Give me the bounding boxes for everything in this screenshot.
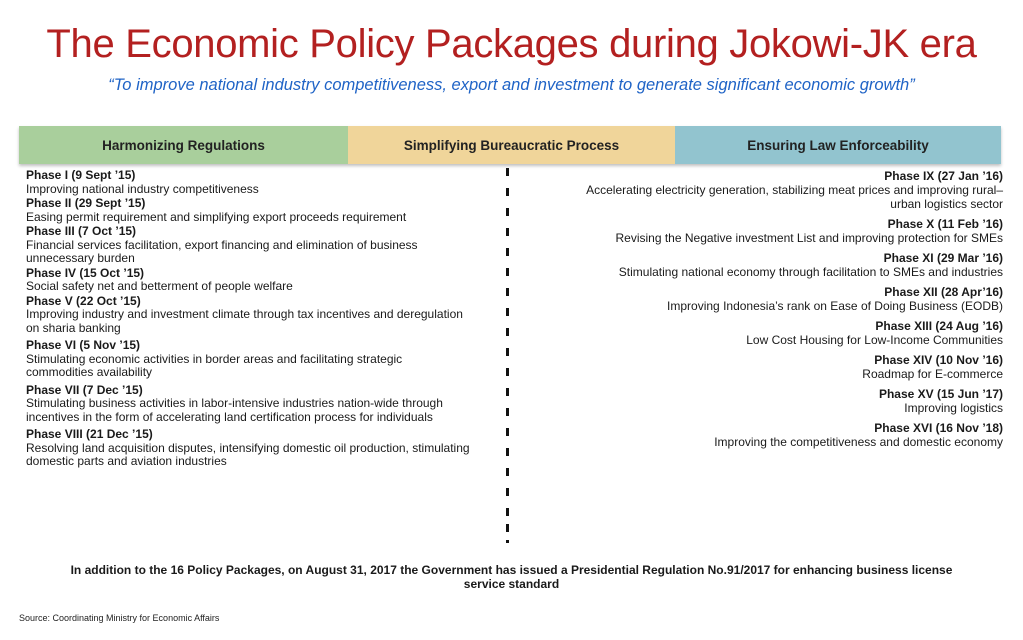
- header-harmonizing-regulations: Harmonizing Regulations: [19, 126, 348, 164]
- phase-description: Stimulating national economy through facilitation to SMEs and industries: [618, 265, 1003, 279]
- phase-description: Stimulating business activities in labor-intensive industries nation-wide through incentives in the form of accelerating land certification process for individuals: [26, 396, 443, 424]
- phase-title: Phase XIV (10 Nov ’16): [874, 353, 1003, 367]
- phase-title: Phase VIII (21 Dec ’15): [26, 427, 153, 441]
- divider-dash: [506, 308, 509, 316]
- header-ensuring-law-enforceability: Ensuring Law Enforceability: [675, 126, 1001, 164]
- phase-item: [26, 384, 496, 425]
- category-header-bar: [19, 126, 1001, 164]
- divider-dash: [506, 524, 509, 532]
- divider-dash: [506, 208, 509, 216]
- phase-title: Phase III (7 Oct ’15): [26, 224, 137, 238]
- phase-item: [583, 285, 1003, 313]
- phase-title: Phase VII (7 Dec ’15): [26, 382, 143, 397]
- phase-description: Improving logistics: [904, 401, 1003, 415]
- left-phase-list: [26, 169, 496, 469]
- footnote-text: In addition to the 16 Policy Packages, on August 31, 2017 the Government has issued a Presidential Regulation No.91/2017 for enhancing business license service standard: [70, 563, 953, 591]
- phase-item: [26, 225, 496, 266]
- divider-dash: [506, 328, 509, 336]
- divider-dash: [506, 248, 509, 256]
- phase-description: Financial services facilitation, export financing and elimination of business unnecessary burden: [26, 237, 418, 265]
- source-citation: Source: Coordinating Ministry for Economic Affairs: [19, 613, 220, 623]
- divider-dash: [506, 348, 509, 356]
- phase-title: Phase I (9 Sept ’15): [26, 168, 136, 182]
- phase-description: Improving the competitiveness and domestic economy: [714, 435, 1003, 449]
- header-simplifying-bureaucratic-process: Simplifying Bureaucratic Process: [348, 126, 675, 164]
- phase-title: Phase IX (27 Jan ’16): [884, 169, 1003, 183]
- phase-title: Phase XI (29 Mar ’16): [883, 251, 1003, 265]
- column-divider: [506, 168, 512, 548]
- phase-description: Low Cost Housing for Low-Income Communities: [746, 333, 1003, 347]
- phase-item: [583, 251, 1003, 279]
- phase-item: [26, 267, 496, 294]
- phase-title: Phase V (22 Oct ’15): [26, 293, 141, 308]
- phase-title: Phase II (29 Sept ’15): [26, 196, 146, 210]
- phase-title: Phase XVI (16 Nov ’18): [874, 421, 1003, 435]
- phase-title: Phase IV (15 Oct ’15): [26, 265, 145, 280]
- right-phase-list: [583, 169, 1003, 449]
- divider-dash: [506, 288, 509, 296]
- phase-item: [26, 169, 496, 196]
- divider-dash: [506, 368, 509, 376]
- page-title: The Economic Policy Packages during Jokowi-JK era: [46, 22, 977, 66]
- divider-dash: [506, 268, 509, 276]
- phase-item: [26, 428, 496, 469]
- phase-description: Social safety net and betterment of people welfare: [26, 279, 293, 293]
- divider-dash: [506, 488, 509, 496]
- divider-dash: [506, 188, 509, 196]
- divider-dash: [506, 468, 509, 476]
- divider-dash: [506, 168, 509, 176]
- phase-item: [583, 169, 1003, 211]
- phase-title: Phase VI (5 Nov ’15): [26, 338, 141, 352]
- divider-dash: [506, 388, 509, 396]
- phase-item: [26, 339, 496, 380]
- phase-item: [583, 217, 1003, 245]
- page-subtitle: “To improve national industry competitiveness, export and investment to generate significant economic growth”: [108, 76, 915, 94]
- divider-dash: [506, 228, 509, 236]
- phase-title: Phase XV (15 Jun ’17): [878, 387, 1003, 401]
- phase-item: [26, 295, 496, 336]
- phase-item: [583, 387, 1003, 415]
- phase-description: Easing permit requirement and simplifying export proceeds requirement: [26, 209, 407, 224]
- phase-description: Accelerating electricity generation, stabilizing meat prices and improving rural–urban logistics sector: [586, 183, 1003, 211]
- phase-description: Revising the Negative investment List and improving protection for SMEs: [615, 231, 1003, 245]
- phase-description: Improving Indonesia’s rank on Ease of Doing Business (EODB): [667, 299, 1003, 313]
- phase-description: Roadmap for E-commerce: [862, 367, 1003, 381]
- divider-dash: [506, 448, 509, 456]
- phase-item: [583, 353, 1003, 381]
- phase-title: Phase X (11 Feb ’16): [887, 217, 1003, 231]
- footnote: [0, 563, 1023, 591]
- divider-dash: [506, 508, 509, 516]
- phase-description: Improving national industry competitiveness: [26, 181, 259, 196]
- phase-description: Stimulating economic activities in border areas and facilitating strategic commodities availability: [26, 351, 403, 379]
- divider-dash: [506, 428, 509, 436]
- phase-item: [583, 421, 1003, 449]
- divider-dash: [506, 540, 509, 543]
- divider-dash: [506, 408, 509, 416]
- phase-item: [26, 197, 496, 224]
- phase-title: Phase XIII (24 Aug ’16): [875, 319, 1003, 333]
- phase-item: [583, 319, 1003, 347]
- phase-description: Resolving land acquisition disputes, intensifying domestic oil production, stimulating domestic parts and aviation industries: [26, 440, 470, 468]
- phase-description: Improving industry and investment climate through tax incentives and deregulation on sharia banking: [26, 307, 463, 335]
- phase-title: Phase XII (28 Apr’16): [884, 285, 1003, 299]
